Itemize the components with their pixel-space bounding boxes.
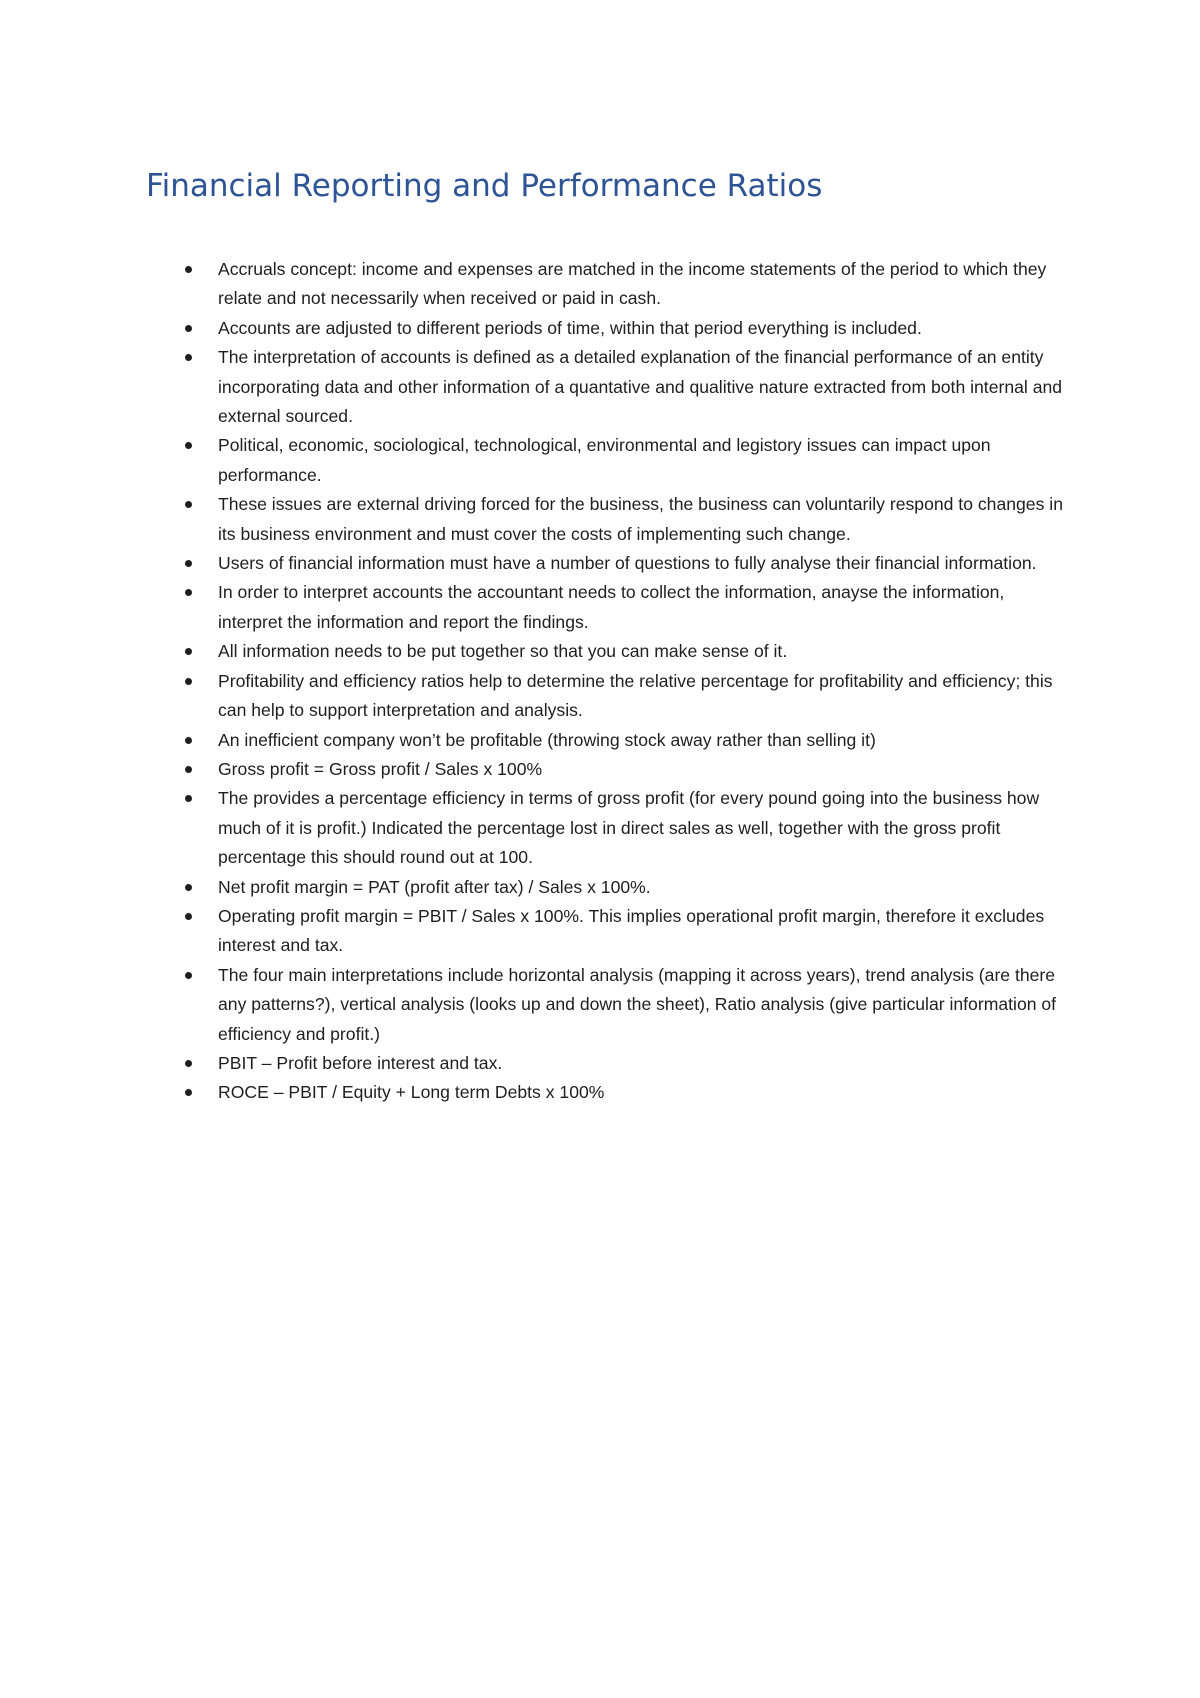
bullet-item — [218, 549, 1068, 578]
bullet-text: Profitability and efficiency ratios help to determine the relative percentage for profitability and efficiency; this can help to support interpretation and analysis. — [218, 670, 1053, 721]
bullet-item — [218, 902, 1068, 961]
bullet-text: Accounts are adjusted to different periods of time, within that period everything is included. — [218, 317, 922, 338]
bullet-text: In order to interpret accounts the accountant needs to collect the information, anayse the information, interpret the information and report the findings. — [218, 582, 1005, 632]
bullet-item — [218, 784, 1068, 872]
bullet-dot-icon — [185, 266, 192, 273]
bullet-item — [218, 667, 1068, 726]
bullet-dot-icon — [185, 1089, 192, 1096]
bullet-item — [218, 490, 1068, 549]
bullet-dot-icon — [185, 766, 192, 773]
page-title: Financial Reporting and Performance Ratios — [146, 168, 823, 204]
bullet-item — [218, 343, 1068, 431]
bullet-text: Gross profit = Gross profit / Sales x 100% — [218, 758, 543, 779]
bullet-text: The provides a percentage efficiency in terms of gross profit (for every pound going into the business how much of it is profit.) Indicated the percentage lost in direct sales as well, together with the gross profit percentage this should round out at 100. — [218, 788, 1040, 868]
bullet-item — [218, 637, 1068, 666]
bullet-dot-icon — [185, 1060, 192, 1067]
bullet-text: Users of financial information must have a number of questions to fully analyse their financial information. — [218, 553, 1037, 574]
bullet-item — [218, 578, 1068, 637]
bullet-dot-icon — [185, 560, 192, 567]
bullet-dot-icon — [185, 972, 192, 979]
bullet-text: ROCE – PBIT / Equity + Long term Debts x 100% — [218, 1082, 605, 1103]
bullet-item — [218, 726, 1068, 755]
bullet-text: Operating profit margin = PBIT / Sales x 100%. This implies operational profit margin, therefore it excludes interest and tax. — [218, 905, 1045, 956]
bullet-item — [218, 255, 1068, 314]
bullet-dot-icon — [185, 737, 192, 744]
bullet-dot-icon — [185, 884, 192, 891]
bullet-dot-icon — [185, 913, 192, 920]
bullet-item — [218, 314, 1068, 343]
bullet-text: All information needs to be put together so that you can make sense of it. — [218, 641, 788, 662]
bullet-text: Accruals concept: income and expenses are matched in the income statements of the period to which they relate and not necessarily when received or paid in cash. — [218, 259, 1047, 309]
bullet-text: PBIT – Profit before interest and tax. — [218, 1052, 503, 1073]
bullet-text: An inefficient company won’t be profitable (throwing stock away rather than selling it) — [218, 729, 876, 750]
bullet-text: The four main interpretations include horizontal analysis (mapping it across years), trend analysis (are there any patterns?), vertical analysis (looks up and down the sheet), Ratio analysis (give particular information of efficiency and profit.) — [218, 964, 1057, 1044]
bullet-text: The interpretation of accounts is defined as a detailed explanation of the financial performance of an entity incorporating data and other information of a quantative and qualitive nature extracted from both internal and external sourced. — [218, 347, 1063, 427]
bullet-text: Political, economic, sociological, technological, environmental and legistory issues can impact upon performance. — [218, 435, 991, 485]
bullet-dot-icon — [185, 795, 192, 802]
bullet-text: These issues are external driving forced for the business, the business can voluntarily respond to changes in its business environment and must cover the costs of implementing such change. — [218, 494, 1063, 544]
bullet-dot-icon — [185, 354, 192, 361]
bullet-dot-icon — [185, 501, 192, 508]
bullet-item — [218, 431, 1068, 490]
bullet-dot-icon — [185, 325, 192, 332]
bullet-dot-icon — [185, 589, 192, 596]
bullet-dot-icon — [185, 678, 192, 685]
bullet-item — [218, 1078, 1068, 1107]
bullet-dot-icon — [185, 442, 192, 449]
bullet-item — [218, 1049, 1068, 1078]
bullet-list — [218, 255, 1068, 1108]
bullet-item — [218, 873, 1068, 902]
bullet-dot-icon — [185, 648, 192, 655]
bullet-item — [218, 755, 1068, 784]
bullet-item — [218, 961, 1068, 1049]
bullet-text: Net profit margin = PAT (profit after tax) / Sales x 100%. — [218, 876, 651, 897]
